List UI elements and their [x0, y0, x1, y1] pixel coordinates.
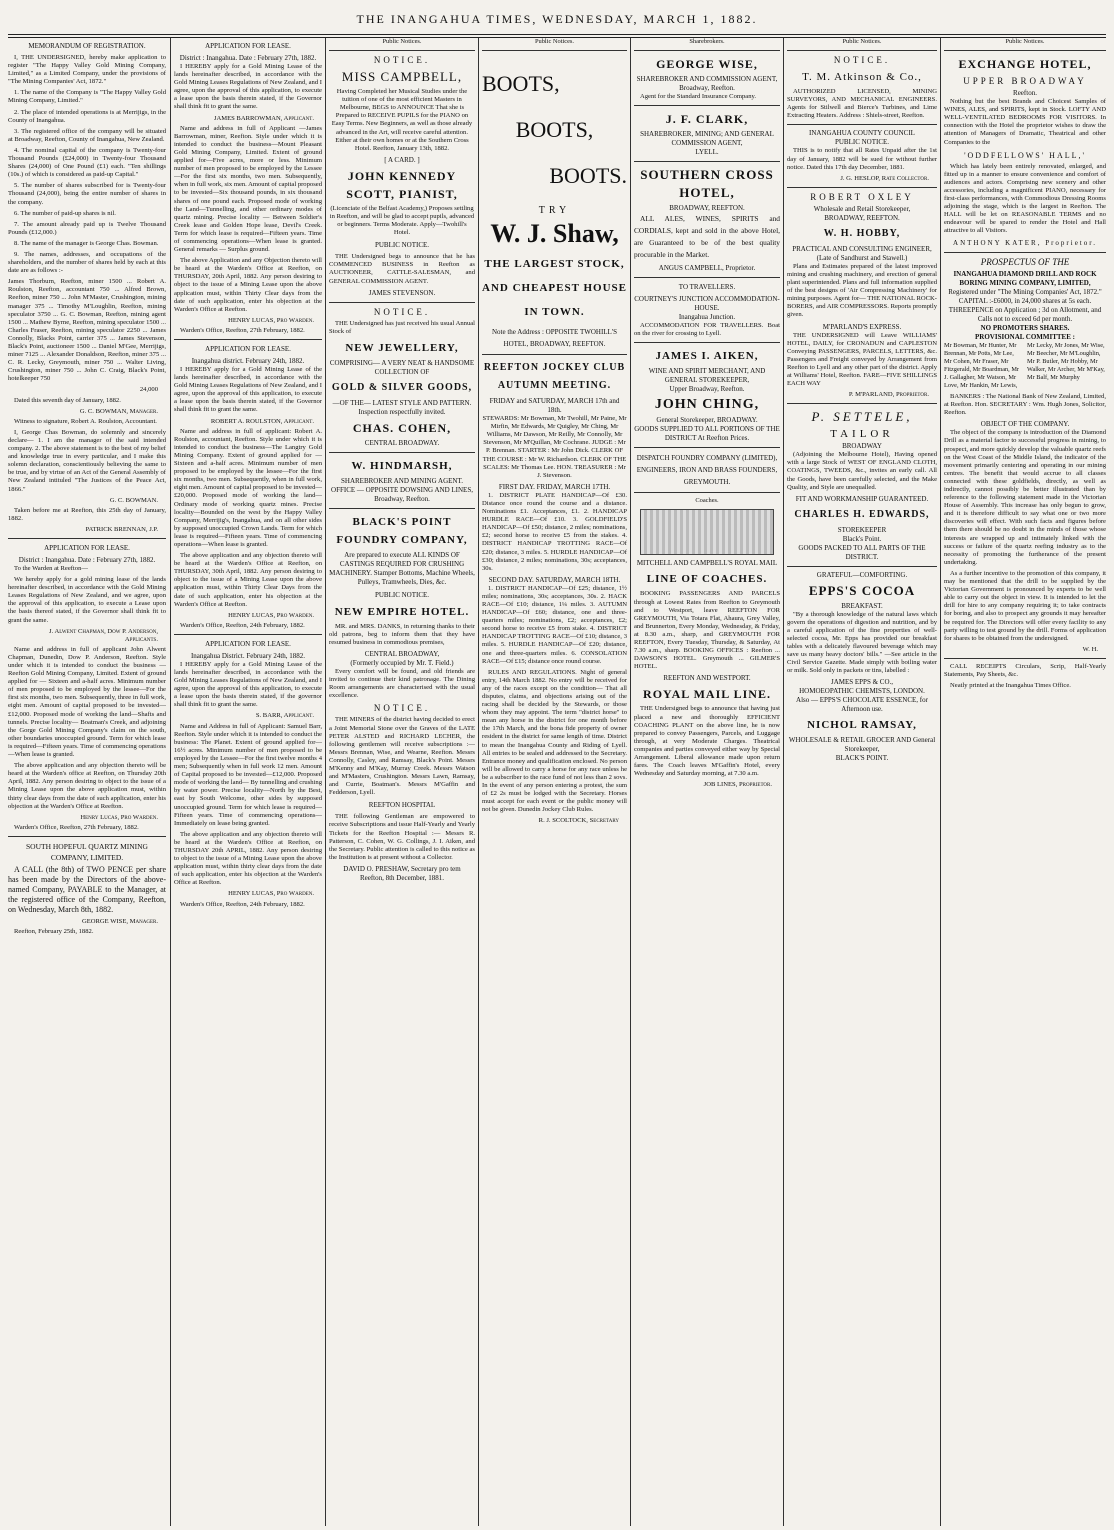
scott-title: JOHN KENNEDY SCOTT, PIANIST,: [346, 168, 458, 201]
blacks-point-title: BLACK'S POINT FOUNDRY COMPANY,: [336, 515, 468, 546]
memorandum-item: 2. The place of intended operations is at Merrijigs, in the County of Inangahua.: [8, 108, 166, 124]
shaw-address: Note the Address : OPPOSITE TWOHILL'S HOTEL, BROADWAY, REEFTON.: [492, 328, 617, 349]
lease-details: Name and address in full of applicant John Alwent Chapman, Dunedin, Dow P. Anderson, Reefton. Style under which it is intended to conduct the business — Reefton Gold Mining Company, Limited. Extent of ground applied for — Sixteen and a-half acres. Minimum number of men proposed to be employed by the lessee—For the first six months, two men. Subsequently, three in full work, eight men. Amount of capital proposed to be invested—£12,000. Proposed mode of working the land—Shafts and tunnels. Precise locality— Boatman's Creek, and adjoining the Gorge Gold Mining Company's claim on the south, other boundaries unoccupied ground. Term for which lease is required—Fifteen years. Time of commencing operations—When lease is granted.: [8, 645, 166, 759]
wise-sub: SHAREBROKER AND COMMISSION AGENT,: [636, 75, 778, 84]
wise-agent: Agent for the Standard Insurance Company.: [640, 93, 757, 101]
empire-note: (Formerly occupied by Mr. T. Field.): [350, 659, 454, 668]
lease-applicant: ROBERT A. ROULSTON, Applicant.: [210, 417, 314, 425]
travellers-heading: TO TRAVELLERS.: [678, 283, 736, 292]
shaw-title: W. J. Shaw,: [490, 219, 619, 249]
divider: [944, 658, 1106, 659]
divider: [634, 161, 780, 162]
exchange-body: Nothing but the best Brands and Choicest Samples of WINES, ALES, and SPIRITS, kept in Stock. LOFTY AND WELL-VENTILATED BEDROOMS FOR VISITORS. In connection with the Hotel the proprietor wishes to draw the attention of Managers of Dramatic, Theatrical and other Companies to the: [944, 98, 1106, 146]
courtney-body: ACCOMMODATION FOR TRAVELLERS. Boat on the river for crossing to Lyell.: [634, 322, 780, 338]
coach-body: BOOKING PASSENGERS AND PARCELS through at Lowest Rates from Reefton to Greymouth and to Westport, leave REEFTON FOR GREYMOUTH, Via Totara Flat, Ahaura, Grey Valley, and Brunnerton, Every Monday, Wednesday, & Friday, at 8.30 a.m., sharp, and GREYMOUTH FOR REEFTON, Every Tuesday, Thursday, & Saturday, At 7.30 a.m., sharp. BOOKING OFFICES : Reefton ... DAWSON'S HOTEL. Greymouth ... GILMER'S HOTEL.: [634, 590, 780, 671]
oxley-address: BROADWAY, REEFTON.: [824, 213, 900, 222]
ramsay-body: WHOLESALE & RETAIL GROCER AND General Storekeeper,: [788, 736, 936, 754]
lease-hearing: The above application and any objection thereto will be heard at the Warden's office at Reefton, on Thursday 20th April, 1882. Any person desiring to object to the issue of a Mining Lease upon the above application must, within thirty clear days from the date of such application, enter his objection at the Warden's Office at Reefton.: [8, 762, 166, 810]
settele-address: BROADWAY: [842, 442, 882, 451]
jp-signature: PATRICK BRENNAN, J.P.: [85, 525, 158, 533]
public-notice-heading: PUBLIC NOTICE.: [374, 590, 430, 599]
atkinson-title: T. M. Atkinson & Co.,: [802, 71, 922, 84]
hospital-body: THE following Gentleman are empowered to receive Subscriptions and issue Half-Yearly and Yearly Tickets for the Reefton Hospital :— Messrs R. Patterson, C. Cohen, W. G. Collings, J. I. Aiken, and the Secretary. Public attention is called to this notice as the Institution is at present without a Collector.: [329, 813, 475, 861]
oxley-title: ROBERT OXLEY: [810, 191, 914, 202]
southern-cross-sig: ANGUS CAMPBELL, Proprietor.: [658, 264, 756, 273]
taken-before: Taken before me at Reefton, this 25th day of January, 1882.: [8, 506, 166, 522]
column-rule: [940, 38, 941, 1526]
hindmarsh-sub: SHAREBROKER AND MINING AGENT.: [341, 476, 463, 485]
ching-body: GOODS SUPPLIED TO ALL PORTIONS OF THE DISTRICT At Reefton Prices.: [634, 425, 780, 443]
further-body: As a further incentive to the promotion of this company, it may be mentioned that the drill to be supplied by the Victorian Government is pronounced by experts to be well able to carry out the object in view. It is intended to let the drill for hire to any company requiring it; to take contracts for boring, and also to prospect any grounds it may hereafter be required for. The Directors will offer every facility to any party willing to test ground by the drill. Forms of application for shares to be obtained from the undersigned.: [944, 569, 1106, 642]
empire-body: MR. and MRS. DANKS, in returning thanks to their old patrons, beg to inform them that they have resumed business in commodious premises,: [329, 622, 475, 646]
mitchell-title: MITCHELL AND CAMPBELL'S ROYAL MAIL: [636, 559, 778, 568]
clark-address: LYELL.: [695, 148, 719, 157]
divider: [944, 50, 1106, 51]
campbell-title: MISS CAMPBELL,: [341, 69, 463, 85]
gold-silver-sub: —OF THE— LATEST STYLE AND PATTERN. Inspection respectfully invited.: [332, 398, 472, 416]
exchange-location: Reefton.: [1013, 89, 1037, 98]
epps-sig: JAMES EPPS & CO.,: [830, 678, 894, 687]
wise-title: GEORGE WISE,: [656, 57, 758, 72]
workmanship: FIT AND WORKMANSHIP GUARANTEED.: [795, 494, 929, 503]
capital: CAPITAL :-£6000, in 24,000 shares at 5s each.: [958, 296, 1092, 305]
cohen-title: CHAS. COHEN,: [352, 420, 452, 435]
settele-title: P. SETTELE,: [811, 409, 913, 425]
committee-list: Mr Bowman, Mr Hunter, Mr Brennan, Mr Potts, Mr Lee, Mr Cohen, Mr Fraser, Mr Fitzgerald, Mr Boardman, Mr J. Gallagher, Mr Watson, Mr Love, Mr Hankin, Mr Lewis, Mr Lecky, Mr Jones, Mr Wise, Mr Beecher, Mr M'Loughlin, Mr P. Butler, Mr Hobby, Mr Walker, Mr Archer, Mr M'Kay, Mr Balf, Mr Murphy: [944, 341, 1105, 389]
column-3: [329, 38, 475, 1526]
jockey-title: REEFTON JOCKEY CLUB AUTUMN MEETING.: [483, 362, 626, 392]
lease-office: Warden's Office, Reefton, 24th February, 1882.: [180, 900, 305, 908]
memorandum-item: 9. The names, addresses, and occupations of the shareholders, and the number of shares held by each at this date are as follows :-: [8, 250, 166, 275]
column-rule: [325, 38, 326, 1526]
hall-body: Which has lately been entirely renovated, enlarged, and fitted up in a manner to ensure convenience and comfort of audiences and actors. Comprising new scenery and other accessories, including a magnificent PIANO, necessary for first-class performances, with Commodious Dressing Rooms adjoining the stage, which is the largest in Reefton. The HALL will be let on REASONABLE TERMS and no endeavour will be spared to render the Hotel and Hall attractive to all Visitors.: [944, 162, 1106, 235]
divider: [634, 277, 780, 278]
share-total: 24,000: [139, 386, 158, 394]
hindmarsh-office: OFFICE — OPPOSITE DOWSING AND LINES, Broadway, Reefton.: [331, 485, 473, 503]
section-header: Public Notices.: [842, 38, 882, 45]
royal-mail-sig: JOB LINES, Proprietor.: [703, 781, 772, 789]
public-notice-heading: PUBLIC NOTICE.: [374, 241, 430, 250]
council-sub: PUBLIC NOTICE.: [834, 138, 890, 147]
section-header: Public Notices.: [382, 38, 422, 45]
divider: [787, 124, 937, 125]
jewellery-title: NEW JEWELLERY,: [345, 341, 459, 354]
boots-line-3: BOOTS.: [549, 163, 627, 189]
section-header: Public Notices.: [1005, 38, 1045, 45]
boots-line-2: BOOTS,: [515, 117, 594, 143]
stevenson-sig: JAMES STEVENSON.: [368, 288, 436, 297]
bankers: BANKERS : The National Bank of New Zealand, Limited, at Reefton. Hon. SECRETARY : Wm. Hugh Jones, Solicitor, Reefton.: [944, 393, 1106, 417]
council-body: THIS is to notify that all Rates Unpaid after the 1st day of January, 1882 will be sued for without further notice. Dated this 17th day December, 1881.: [787, 147, 937, 171]
receipts: CALL RECEIPTS Circulars, Scrip, Half-Yearly Statements, Pay Sheets, &c.: [944, 662, 1106, 678]
column-1: [8, 38, 166, 1526]
column-rule: [478, 38, 479, 1526]
divider: [787, 566, 937, 567]
memorandum-item: 5. The number of shares subscribed for is Twenty-four Thousand (24,000), being the entire number of shares in the company.: [8, 182, 166, 206]
lease-title: APPLICATION FOR LEASE.: [44, 543, 130, 552]
witness: Witness to signature, Robert A. Roulston, Accountant.: [14, 417, 157, 425]
lease-title: APPLICATION FOR LEASE.: [205, 639, 291, 648]
express-body: THE UNDERSIGNED will Leave WILLIAMS' HOTEL, DAILY, for CRONADUN and CAPLESTON Conveying PASSENGERS, PARCELS, LETTERS, &c. Passengers and Freight conveyed by Arrangement from Reefton to Lyell and any other part of the district. Apply at Williams' Hotel, Reefton. FARE—FIVE SHILLINGS EACH WAY: [787, 331, 937, 388]
column-rule: [170, 38, 171, 1526]
lease-applicants: J. Alwent Chapman, Dow P. Anderson, Applicants.: [48, 627, 158, 643]
ching-sub: General Storekeeper, BROADWAY.: [656, 416, 758, 425]
lease-warden: HENRY LUCAS, Pro Warden.: [228, 611, 314, 619]
wise-address: Broadway, Reefton.: [679, 84, 735, 93]
lease-district: District : Inangahua. Date : February 27th, 1882.: [179, 54, 317, 62]
lease-office: Warden's Office, Reefton, 27th February, 1882.: [14, 823, 139, 831]
divider: [174, 339, 322, 340]
hobby-body: Plans and Estimates prepared of the latest improved mining and crushing machinery, and erection of general plant superintended. Plans and full information supplied of the best designs of 'Air Compressing Machinery' for mining purposes. Agent for— THE NATIONAL ROCK-BORERS, and AIR COMPRESSORS. Reports promptly given.: [787, 262, 937, 319]
no-promoters: NO PROMOTERS SHARES.: [980, 323, 1070, 332]
courtney-location: Inangahua Junction.: [678, 313, 736, 322]
aiken-body: WINE AND SPIRIT MERCHANT, AND GENERAL STOREKEEPER,: [648, 367, 766, 385]
notice-heading: NOTICE.: [833, 55, 891, 66]
exchange-sub: UPPER BROADWAY: [963, 76, 1087, 87]
further-sig: W. H.: [1082, 645, 1098, 653]
lease-warden: HENRY LUCAS, Pro Warden.: [228, 890, 314, 898]
lease-district: Inangahua District. February 24th, 1882.: [190, 651, 306, 660]
column-2: [174, 38, 322, 1526]
column-rule: [783, 38, 784, 1526]
epps-also: Also — EPPS'S CHOCOLATE ESSENCE, for Afternoon use.: [796, 696, 928, 714]
lease-details: Name and address in full of applicant: Robert A. Roulston, accountant, Reefton. Style under which it is intended to conduct the business—The Langtry Gold Mining Company. Extent of ground applied for — Sixteen and a-half acres. Minimum number of men proposed to be employed by the lessee—For the first six months, two men. Subsequently, when in full work, eight men. Amount of capital proposed to be invested—£20,000. Proposed mode of working the land— Ordinary mode of working quartz mines. Precise locality—Bounded on the west by the Happy Valley Company, Merrijig's, Inangahua, and on all other sides by supposed unoccupied Crown Lands. Term for which lease is required—Fifteen years. Time of commencing operations—When lease is granted.: [174, 427, 322, 548]
divider: [8, 836, 166, 837]
divider: [329, 50, 475, 51]
southern-cross-body: ALL ALES, WINES, SPIRITS and CORDIALS, kept and sold in the above Hotel, are Guaranteed to be of the best quality procurable in the Market.: [634, 214, 780, 260]
epps-title: EPPS'S COCOA: [808, 582, 916, 598]
edwards-sub: STOREKEEPER: [837, 525, 887, 534]
westport-heading: REEFTON AND WESTPORT.: [663, 674, 751, 683]
declaration-signature: G. C. BOWMAN.: [109, 496, 158, 504]
object-title: OBJECT OF THE COMPANY.: [980, 420, 1070, 429]
memorandum-title: MEMORANDUM OF REGISTRATION.: [28, 42, 146, 50]
memorandum-item: 7. The amount already paid up is Twelve Thousand Pounds (£12,000.): [8, 220, 166, 236]
ramsay-address: BLACK'S POINT.: [835, 754, 889, 763]
scott-body: (Licenciate of the Belfast Academy,) Proposes settling in Reefton, and will be glad to accept pupils, advanced or beginners. Terms Moderate. Apply—Twohill's Hotel.: [329, 204, 475, 237]
lease-warden: HENRY LUCAS, Pro Warden.: [228, 316, 314, 324]
memorandum-item: 4. The nominal capital of the company is Twenty-four Thousand Pounds (£24,000) in Twenty-four Thousand Shares (24,000) of One Pound (£1) each. "Ten shillings (10s.) of which is considered as paid-up Capital.": [8, 146, 166, 179]
lease-applicant: S. BARR, Applicant.: [255, 712, 314, 720]
card-label: [ A CARD. ]: [384, 155, 420, 164]
divider: [787, 50, 937, 51]
memorandum-item: 3. The registered office of the company will be situated at Broadway, Reefton, County of Inangahua, New Zealand.: [8, 127, 166, 143]
notice-heading: NOTICE.: [373, 55, 431, 66]
races-day-2: 1. DISTRICT HANDICAP—Of £25; distance, 1½ miles; nominations, 30s; acceptances, 30s. 2. HACK RACE—Of £10; distance, 1¼ miles. 3. AUTUMN HANDICAP—Of £60; distance, one and three-quarters miles; nominations, £2; acceptances, £2; second horse to receive £5 from stake. 4. DISTRICT HANDICAP TROTTING RACE—Of £10; distance, 3 miles. 5. HURDLE HANDICAP—Of £20; distance, one and three-quarters miles. 6. CONSOLATION RACE—Of £15; distance once round course.: [482, 584, 627, 665]
lease-applicant: JAMES BARROWMAN, Applicant.: [213, 114, 314, 122]
hobby-title: W. H. HOBBY,: [823, 227, 901, 239]
divider: [482, 354, 627, 355]
lease-district: Inangahua district. February 24th, 1882.: [191, 357, 305, 365]
gold-silver-title: GOLD & SILVER GOODS,: [331, 381, 473, 393]
oxley-sub: Wholesale and Retail Storekeeper,: [813, 204, 911, 213]
clark-title: J. F. CLARK,: [665, 112, 749, 127]
memorandum-intro: I, THE UNDERSIGNED, hereby make application to register "The Happy Valley Gold Mining Company, Limited," as a Limited Company, under the provisions of "The Mining Companies' Act, 1872.": [8, 54, 166, 86]
stewards-list: STEWARDS: Mr Bowman, Mr Twohill, Mr Paine, Mr Mirfin, Mr Edwards, Mr Quigley, Mr Ching, Mr Williams, Mr Dawson, Mr Reilly, Mr Connolly, Mr Stevenson, Mr M'Quillan, Mr Cochrane. JUDGE : Mr P. Brennan. STARTER : Mr John Dick. CLERK OF THE COURSE : Mr W. Richardson. CLERK OF THE SCALES: Mr Thomas Lee. HON. TREASURER : Mr J. Stevenson.: [482, 415, 627, 479]
edwards-address: Black's Point.: [842, 534, 882, 543]
cohen-sub: CENTRAL BROADWAY.: [364, 438, 440, 447]
divider: [482, 50, 627, 51]
stevenson-body: THE Undersigned begs to announce that he has COMMENCED BUSINESS in Reefton as AUCTIONEER, CATTLE-SALESMAN, and GENERAL COMMISSION AGENT.: [329, 253, 475, 285]
memorandum-item: 1. The name of the Company is "The Happy Valley Gold Mining Company, Limited.": [8, 89, 166, 105]
prospectus-title: PROSPECTUS OF THE: [980, 256, 1070, 267]
races-day-1: 1. DISTRICT PLATE HANDICAP—Of £30. Distance once round the course and a distance. Nominations £1. Acceptances, £1. 2. HANDICAP HURDLE RACE—Of £10. 3. GOLDFIELD'S HANDICAP—Of £50; distance, 2 miles; nominations, £2; second horse to receive £5 from the stakes. 4. DISTRICT HANDICAP TROTTING RACE—Of £20; distance, 3 miles. 5. HURDLE HANDICAP—Of £30; distance, 2 miles; nominations, 30s; acceptances, 30s.: [482, 491, 627, 572]
second-day: SECOND DAY. SATURDAY, MARCH 18TH.: [488, 575, 621, 584]
divider: [787, 187, 937, 188]
column-6: [787, 38, 937, 1526]
column-rule: [630, 38, 631, 1526]
epps-body: "By a thorough knowledge of the natural laws which govern the operations of digestion and nutrition, and by a careful application of the fine properties of well-selected cocoa, Mr. Epps has provided our breakfast tables with a delicately flavoured beverage which may save us many heavy doctors' bills." —See article in the Civil Service Gazette. Made simply with boiling water or milk. Sold only in packets or tins, labelled :: [787, 610, 937, 675]
council-sig: J. G. HESLOP, Rate Collector.: [840, 174, 929, 182]
settele-sub: TAILOR: [830, 428, 894, 441]
race-secretary: R. J. SCOLTOCK, Secretary: [538, 817, 619, 825]
divider: [634, 342, 780, 343]
race-rules: RULES AND REGULATIONS. Night of general entry, 14th March 1882. No entry will be received for any of the races except on the condition— That all disputes, claims, and objections arising out of the racing shall be decided by the Stewards, or those whom they may appoint. The term "district horse" to mean any horse in the district for one month before the 17th March, and the bona fide property of owner resident in the district for same length of time. District to mean the Inangahua County and Riding of Lyell. All entries to be sealed and addressed to the Secretary. Entrance money and qualification enclosed. No person will be allowed to carry a horse for any race unless he be a subscriber to the race fund of not less than 2 sovs. In the event of any person entering a protest, the sum of £2 2s must be lodged with the Secretary. Horses must accept for each event or the public money will not be given. Dunedin Jockey Club Rules.: [482, 668, 627, 814]
notice-heading: NOTICE.: [373, 703, 431, 714]
aiken-title: JAMES I. AIKEN,: [655, 350, 759, 363]
lease-body: We hereby apply for a gold mining lease of the lands hereinafter described, in accordance with the Gold Mining Leases Regulations of New Zealand, and we agree, upon the approval of this application, to execute a Lease upon the basis thereof stated, if the Governor shall think fit to grant the same.: [8, 576, 166, 624]
lease-title: APPLICATION FOR LEASE.: [205, 345, 291, 353]
express-sig: P. M'PARLAND, Proprietor.: [848, 391, 929, 399]
lease-warden: Henry Lucas, Pro Warden.: [80, 813, 158, 821]
divider: [634, 447, 780, 448]
royal-mail-title: ROYAL MAIL LINE.: [643, 687, 771, 702]
kater-sig: ANTHONY KATER, Proprietor.: [953, 238, 1097, 247]
divider: [634, 50, 780, 51]
exchange-title: EXCHANGE HOTEL,: [958, 57, 1092, 72]
epps-pre: GRATEFUL—COMFORTING.: [816, 570, 908, 579]
column-5: [634, 38, 780, 1526]
south-hopeful-date: Reefton, February 25th, 1882.: [14, 927, 94, 935]
lease-hearing: The above application and any objection thereto will be heard at the Warden's Office at Reefton, on THURSDAY 20th APRIL, 1882. Any person desiring to object to the issue of a Mining Lease upon the above application must, within thirty clear days from the date of such application, enter his objection at the Warden's Office at Reefton.: [174, 830, 322, 887]
aiken-address: Upper Broadway, Reefton.: [669, 385, 745, 394]
jewellery-body: THE Undersigned has just received his usual Annual Stock of: [329, 319, 475, 335]
jewellery-sub: COMPRISING— A VERY NEAT & HANDSOME COLLECTION OF: [329, 358, 475, 376]
edwards-title: CHARLES H. EDWARDS,: [794, 508, 930, 520]
south-hopeful-body: A CALL (the 8th) of TWO PENCE per share has been made by the Directors of the above-named Company, PAYABLE to the Manager, at the registered office of the Company, Reefton, on Wednesday, March 8th, 1882.: [8, 864, 166, 914]
notice-heading: NOTICE.: [373, 306, 431, 317]
south-hopeful-title: SOUTH HOPEFUL QUARTZ MINING COMPANY, LIMITED.: [26, 841, 148, 862]
threepence: THREEPENCE on Application ; 3d on Allotment, and Calls not to exceed 6d per month.: [948, 305, 1102, 323]
lease-office: Warden's Office, Reefton, 27th February, 1882.: [180, 326, 305, 334]
dispatch-foundry: DISPATCH FOUNDRY COMPANY (LIMITED), ENGINEERS, IRON AND BRASS FOUNDERS, GREYMOUTH.: [636, 454, 778, 487]
section-header: Sharebrokers.: [689, 38, 725, 45]
receipts-2: Neatly printed at the Inangahua Times Office.: [950, 682, 1071, 690]
lease-office: Warden's Office, Reefton, 24th February, 1882.: [180, 621, 305, 629]
divider: [329, 452, 475, 453]
masthead: THE INANGAHUA TIMES, WEDNESDAY, MARCH 1, 1882.: [356, 12, 758, 26]
hospital-date: Reefton, 8th December, 1881.: [359, 873, 445, 882]
divider: [634, 492, 780, 493]
clark-sub: SHAREBROKER, MINING; AND GENERAL COMMISSION AGENT,: [640, 130, 774, 148]
dated-line: Dated this seventh day of January, 1882.: [14, 396, 121, 404]
memorial-body: THE MINERS of the district having decided to erect a Joint Memorial Stone over the Graves of the LATE PETER ALSTED and RICHARD LECHER, the following gentlemen will receive subscriptions :— Messrs Brennan, Wise, and Wearne, Reefton. Messrs Connolly, Casley, and Ramsay, Black's Point. Messrs M'Kenny and M'Kay, Murray Creek. Messrs Watson and M'Masters, Crushington. Messrs Lawn, Ramsay, and Currie, Boatman's. Messrs M'Gaffin and Fedderson, Lyell.: [329, 716, 475, 797]
divider: [329, 302, 475, 303]
divider: [634, 105, 780, 106]
lease-body: I HEREBY apply for a Gold Mining Lease of the lands hereinafter described, in accordance with the Gold Mining Leases Regulations of New Zealand, and I agree, upon the approval of this application, to execute a lease upon the basis therein stated, if the Governor shall think fit to grant the same.: [174, 366, 322, 414]
courtney-title: COURTNEY'S JUNCTION ACCOMMODATION-HOUSE.: [634, 295, 780, 313]
declaration: I, George Chas Bowman, do solemnly and sincerely declare— 1. I am the manager of the said intended company. 2. The above statement is to the best of my belief and knowledge true in every particular, and I make this solemn declaration, conscientiously believing the same to be true, and by virtue of an Act of the General Assembly of New Zealand intituled "The Justices of the Peace Act, 1866.": [8, 428, 166, 493]
drill-registration: Registered under "The Mining Companies' Act, 1872.": [948, 287, 1102, 296]
edwards-body: GOODS PACKED TO ALL PARTS OF THE DISTRICT.: [798, 543, 926, 561]
empire-body-2: Every comfort will be found, and old friends are invited to continue their kind patronage. The Dining Room arrangements are characterised with the usual excellence.: [329, 668, 475, 700]
shareholder-list: James Thorburn, Reefton, miner 1500 ... Robert A. Roulston, Reefton, accountant 750 ... Alfred Brown, Reefton, miner 750 ... John M'Master, Crushington, mining manager 375 ... Timothy M'Loughlin, Reefton, mining speculator 3750 ... G. C. Bowman, Reefton, mining agent 1500 ... Mathew Byrne, Reefton, mining speculator 1500 ... Charles Fraser, Reefton, mining speculator 2250 ... James Connolly, Blacks Point, carrier 375 ... James Stevenson, Black's Point, auctioneer 1500 ... Daniel M'Gee, Merrijigs, miner 7125 ... Alexander Donaldson, Reefton, miner 375 ... C. R. Lecky, Greymouth, miner 750 ... Walter Living, Crushington, miner 750 ... John C. Craig, Black's Point, hotelkeeper 750: [8, 278, 166, 383]
column-4: [482, 38, 627, 1526]
epps-sub: BREAKFAST.: [841, 601, 883, 610]
lease-details: Name and address in full of Applicant —James Barrowman, miner, Reefton. Style under which it is intended to conduct the business—Mount Pleasant Gold Mining Company, Limited. Extent of ground applied for—Five acres, more or less. Minimum number of men proposed to be employed by the Lessee—For the first six months, two men. Subsequently, when in full work, six men. Amount of capital proposed to be invested—Six thousand pounds, in six thousand shares of one pound each. Proposed mode of working the Land—Tunnelling, and other ordinary modes of quartz mining. Precise locality — Between Soldier's Creek lease and Golden Hope lease, Devil's Creek. Term for which lease is required—Fifteen years. Time of commencing operations—When lease is granted. General remarks — Surplus ground.: [174, 124, 322, 254]
hobby-note: (Late of Sandhurst and Stawell.): [816, 253, 908, 262]
lease-to: To the Warden at Reefton—: [14, 564, 88, 572]
divider: [787, 403, 937, 404]
committee-heading: PROVISIONAL COMMITTEE :: [975, 332, 1075, 341]
section-header: Public Notices.: [534, 38, 575, 45]
hospital-title: REEFTON HOSPITAL: [368, 801, 436, 810]
lease-district: District : Inangahua. Date : February 27th, 1882.: [18, 555, 156, 564]
object-body: The object of the company is introduction of the Diamond Drill as a material factor to successful progress in mining, to prospect, and more quickly develop the valuable quartz reefs on the West Coast of the Middle Island, the indicator of the movement primarily centering and operating in our mining centres. The benefit that would accrue to all classes connected with these goldfields, directly, as well as indirectly, cannot possibly be better illustrated than by reference to the following statement made in the Victorian House of Assembly. This increase has only begun to grow, and it is therefore difficult to say what one or two more discoveries will effect. With such facts and figures before them there should be no doubt in the minds of those whose interests are wrapped up and intimately linked with the success or failure of the quartz reefing industry as to the necessity of promoting the furtherance of the present undertaking.: [944, 429, 1106, 566]
southern-cross-address: BROADWAY, REEFTON.: [669, 204, 745, 213]
first-day: FIRST DAY. FRIDAY, MARCH 17TH.: [498, 482, 611, 491]
lease-title: APPLICATION FOR LEASE.: [205, 42, 291, 50]
lease-body: I HEREBY apply for a Gold Mining Lease of the lands hereinafter described, in accordance with the Gold Mining Leases Regulations of New Zealand, and I agree, upon the approval of this application, to execute a lease upon the basis therein stated, if the governor shall think fit to grant the same.: [174, 660, 322, 709]
ching-title: JOHN CHING,: [654, 397, 760, 413]
try-label: TRY: [538, 205, 571, 217]
memorandum-item: 6. The number of paid-up shares is nil.: [14, 209, 116, 217]
divider: [329, 508, 475, 509]
campbell-body: Having Completed her Musical Studies under the tuition of one of the most efficient Masters in Melbourne, BEGS to ANNOUNCE That she is Prepared to RECEIVE PUPILS for the PIANO on Easy Terms. New Beginners, as well as those already advanced in the Art, will receive careful attention. Either at their own homes or at the Southern Cross Hotel. Reefton, January 13th, 1882.: [331, 88, 473, 152]
hindmarsh-title: W. HINDMARSH,: [351, 459, 453, 472]
jockey-dates: FRIDAY and SATURDAY, MARCH 17th and 18th.: [489, 397, 620, 415]
signer: G. C. BOWMAN, Manager.: [79, 407, 158, 415]
empire-title: NEW EMPIRE HOTEL.: [334, 605, 470, 618]
express-title: M'PARLAND'S EXPRESS.: [822, 322, 902, 331]
column-7: [944, 38, 1106, 1526]
hospital-sig: DAVID O. PRESHAW, Secretary pro tem: [343, 864, 461, 873]
royal-mail-body: THE Undersigned begs to announce that having just placed a new and thoroughly EFFICIENT COACHING PLANT on the above line, he is now prepared to convey Passengers, Parcels, and Luggage through, at very Moderate Charges. Theatrical companies and parties conveyed either way by Special Arrangement. Liberal allowance made upon return fares. The Coach leaves M'Gaffin's Hotel, every Wednesday and Saturday morning, at 7.30 a.m.: [634, 705, 780, 778]
blacks-point-body: Are prepared to execute ALL KINDS OF CASTINGS REQUIRED FOR CRUSHING MACHINERY. Stamper Bottoms, Machine Wheels, Pulleys, Tramwheels, Dies, &c.: [329, 550, 475, 586]
southern-cross-title: SOUTHERN CROSS HOTEL,: [640, 167, 774, 201]
lease-hearing: The above Application and any Objection thereto will be heard at the Warden's Office at Reefton, on THURSDAY, 20th April, 1882. Any person desiring to object to the issue of a Mining Lease upon the above application must, within Thirty Clear days from the date of such application, enter his objection at the Warden's Office at Reefton.: [174, 257, 322, 313]
epps-sig-2: HOMOEOPATHIC CHEMISTS, LONDON.: [799, 687, 925, 696]
ramsay-title: NICHOL RAMSAY,: [807, 719, 917, 732]
lease-hearing: The above application and any objection thereto will be heard at the Warden's Office at Reefton, on THURSDAY, 30th April, 1882. Any person desiring to object to the issue of a Mining Lease upon the above application must, within Thirty Clear Days from the date of such application, enter his objection at the Warden's Office at Reefton.: [174, 552, 322, 608]
coaches-line: LINE OF COACHES.: [646, 573, 768, 586]
hobby-sub: PRACTICAL AND CONSULTING ENGINEER,: [792, 244, 932, 253]
hall-title: 'ODDFELLOWS' HALL,': [964, 150, 1086, 160]
lease-details: Name and Address in full of Applicant: Samuel Barr, Reefton. Style under which it is intended to conduct the business: The Planet. Extent of ground applied for—16½ acres. Minimum number of men proposed to be employed by the Lessee—For the first twelve months 4 men; Subsequently when in full work 12 men. Amount of Capital proposed to be invested—£12,000. Proposed mode of working the land— By tunnelling and crushing by water power. Precise locality—North by the Best, east by South Welcome, other sides by supposed unoccupied ground. Term for which lease is required—Fifteen years. Time of commencing operations—Immediately on lease being granted.: [174, 722, 322, 827]
south-hopeful-sig: GEORGE WISE, Manager.: [81, 917, 158, 925]
empire-address: CENTRAL BROADWAY,: [364, 650, 440, 659]
lease-body: I HEREBY apply for a Gold Mining Lease of the lands hereinafter described, in accordance with the Gold Mining Leases Regulations of New Zealand, and I agree, upon the approval of this application, to execute a lease upon the basis therein stated, if the Governor shall think fit to grant the same.: [174, 63, 322, 111]
boots-line-1: BOOTS,: [482, 71, 560, 97]
divider: [8, 538, 166, 539]
largest-stock: THE LARGEST STOCK, AND CHEAPEST HOUSE IN TOWN.: [482, 258, 627, 319]
memorandum-item: 8. The name of the manager is George Chas. Bowman.: [14, 239, 159, 247]
divider: [174, 634, 322, 635]
council-title: INANGAHUA COUNTY COUNCIL: [809, 129, 915, 138]
coaches-header: Coaches.: [695, 497, 719, 505]
atkinson-body: AUTHORIZED LICENSED, MINING SURVEYORS, AND MECHANICAL ENGINEERS. Agents for Stilwell and Bierce's Turbines, and Lime Extracting Heaters. Address : Shiels-street, Reefton.: [787, 88, 937, 120]
settele-body: (Adjoining the Melbourne Hotel), Having opened with a large Stock of WEST OF ENGLAND CLOTH, COATINGS, TWEEDS, &c., invites an early call. All the Goods, have been carefully selected, and the Make Quality, and Style are unequalled.: [787, 451, 937, 491]
divider: [944, 252, 1106, 253]
drill-company-title: INANGAHUA DIAMOND DRILL AND ROCK BORING MINING COMPANY, LIMITED,: [953, 269, 1097, 287]
coach-illustration: [640, 509, 774, 555]
